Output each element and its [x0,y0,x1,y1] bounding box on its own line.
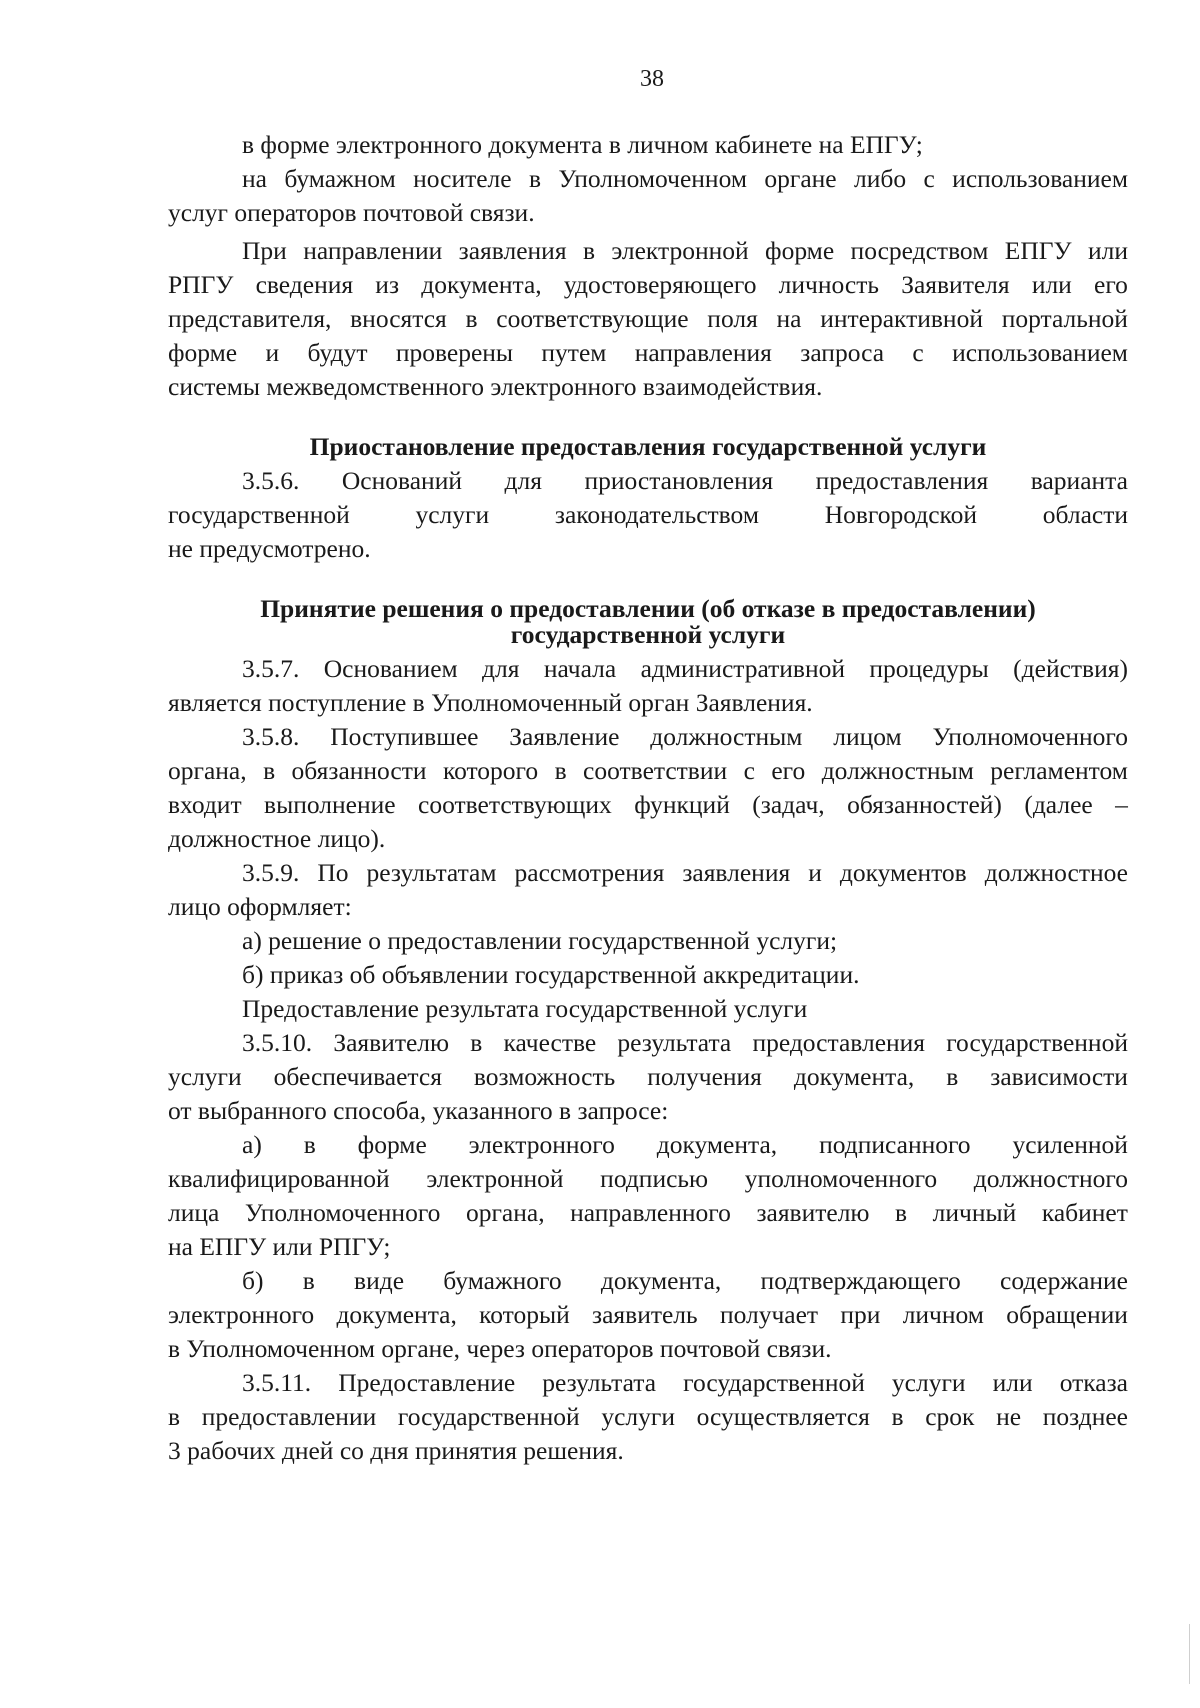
word: Основанием [323,654,458,683]
word: в [168,1402,181,1431]
word: подтверждающего [760,1266,961,1295]
word: форме [765,236,835,265]
word: документов [839,858,967,887]
word: в [465,304,478,333]
section-heading: государственной услуги [510,620,786,649]
word: органа, [168,756,247,785]
word: который [479,1300,570,1329]
word: должностное [984,858,1128,887]
word: соответствующие [496,304,689,333]
word: выполнение [264,790,396,819]
word: которого [442,756,539,785]
word: Оснований [341,466,462,495]
word: носителе [413,164,512,193]
word: для [504,466,542,495]
paragraph-line [168,1060,1128,1094]
word: его [771,756,806,785]
word: предоставлении [201,1402,377,1431]
word: Заявителя [901,270,1010,299]
word: личном [902,1300,984,1329]
word: заявления [682,858,791,887]
word: портальной [1001,304,1128,333]
word: его [1094,270,1128,299]
word: в [582,236,595,265]
word: услуги [415,500,490,529]
word: 3.5.6. [242,466,300,495]
paragraph-line [168,464,1128,498]
word: отказа [1059,1368,1128,1397]
word: удостоверяющего [563,270,757,299]
word: кабинет [1041,1198,1128,1227]
word: государственной [397,1402,580,1431]
word: предоставления [815,466,989,495]
word: будут [307,338,368,367]
scan-edge-mark [1189,1624,1190,1684]
page-number: 38 [640,66,664,92]
paragraph-line [168,788,1128,822]
word: интерактивной [820,304,983,333]
word: личный [932,1198,1017,1227]
paragraph-line: должностное лицо). [168,824,386,853]
word: направленного [570,1198,731,1227]
paragraph-line [168,1196,1128,1230]
word: в [554,756,567,785]
document-body [168,128,1128,1468]
word: Предоставление [338,1368,516,1397]
word: в [946,1062,959,1091]
word: результатам [366,858,497,887]
word: заявления [458,236,567,265]
word: РПГУ [168,270,234,299]
word: уполномоченного [744,1164,938,1193]
word: законодательством [554,500,759,529]
paragraph-line [168,336,1128,370]
word: б) [242,1266,264,1295]
list-item: а) решение о предоставлении государственной услуги; [242,926,838,955]
word: представителя, [168,304,332,333]
paragraph-line [168,1162,1128,1196]
word: личность [778,270,879,299]
paragraph-line: Предоставление результата государственной услуги [242,994,808,1023]
word: квалифицированной [168,1164,390,1193]
word: электронной [611,236,749,265]
word: из [375,270,400,299]
word: содержание [1000,1266,1128,1295]
word: сведения [255,270,354,299]
word: поля [707,304,758,333]
word: направлении [303,236,443,265]
word: форме [168,338,238,367]
word: в [263,756,276,785]
word: запроса [800,338,885,367]
paragraph-line [168,234,1128,268]
word: подписью [600,1164,709,1193]
word: функций [634,790,730,819]
word: ЕПГУ [1004,236,1072,265]
word: входит [168,790,242,819]
word: вносятся [350,304,447,333]
word: или [1031,270,1072,299]
word: направления [634,338,772,367]
word: электронной [426,1164,564,1193]
word: результата [542,1368,657,1397]
word: обеспечивается [273,1062,442,1091]
paragraph-line: на ЕПГУ или РПГУ; [168,1232,391,1261]
word: Заявление [509,722,620,751]
word: усиленной [1012,1130,1128,1159]
word: подписанного [819,1130,971,1159]
word: 3.5.11. [242,1368,312,1397]
word: документа, [421,270,542,299]
paragraph-line [168,1298,1128,1332]
word: получает [719,1300,819,1329]
word: использованием [952,164,1128,193]
word: проверены [395,338,514,367]
paragraph-line [168,1400,1128,1434]
word: качестве [503,1028,597,1057]
word: При [242,236,287,265]
word: государственной [168,500,350,529]
word: лица [168,1198,220,1227]
word: или [992,1368,1033,1397]
word: (задач, [752,790,825,819]
paragraph-line [168,268,1128,302]
paragraph-line: 3 рабочих дней со дня принятия решения. [168,1436,624,1465]
word: срок [925,1402,975,1431]
word: услуги [891,1368,966,1397]
paragraph-line: в Уполномоченном органе, через операторов почтовой связи. [168,1334,832,1363]
word: государственной [946,1028,1128,1057]
paragraph-line [168,302,1128,336]
word: (действия) [1013,654,1128,683]
word: соответствующих [418,790,612,819]
word: регламентом [990,756,1128,785]
paragraph-line [168,1026,1128,1060]
paragraph-line [168,498,1128,532]
word: предоставления [752,1028,926,1057]
paragraph-line [168,1366,1128,1400]
word: обязанностей) [847,790,1002,819]
paragraph-line [168,652,1128,686]
word: в [891,1402,904,1431]
word: электронного [168,1300,315,1329]
word: административной [640,654,846,683]
word: Уполномоченном [558,164,747,193]
word: Уполномоченного [244,1198,441,1227]
word: должностным [821,756,974,785]
paragraph-line [168,856,1128,890]
word: органе [764,164,837,193]
word: органа, [465,1198,545,1227]
word: услуги [601,1402,675,1431]
word: с [743,756,755,785]
word: электронного [468,1130,615,1159]
word: По [317,858,349,887]
word: виде [354,1266,405,1295]
word: в [303,1130,316,1159]
word: Поступившее [330,722,479,751]
word: Заявителю [333,1028,450,1057]
word: области [1042,500,1128,529]
word: Уполномоченного [932,722,1128,751]
word: получения [647,1062,762,1091]
word: обязанности [291,756,427,785]
list-item: б) приказ об объявлении государственной аккредитации. [242,960,860,989]
paragraph-line: от выбранного способа, указанного в запросе: [168,1096,669,1125]
word: бумажного [443,1266,562,1295]
word: бумажном [284,164,396,193]
word: в [528,164,542,193]
word: документа, [656,1130,778,1159]
word: (далее [1024,790,1093,819]
list-item [168,1264,1128,1298]
word: должностного [973,1164,1128,1193]
word: 3.5.7. [242,654,300,683]
word: заявитель [592,1300,698,1329]
word: государственной [683,1368,865,1397]
word: приостановления [584,466,774,495]
word: на [776,304,802,333]
word: и [265,338,280,367]
word: 3.5.10. [242,1028,313,1057]
paragraph-line: услуг операторов почтовой связи. [168,198,535,227]
word: в [302,1266,315,1295]
word: документа, [336,1300,457,1329]
paragraph-line [168,162,1128,196]
word: с [912,338,924,367]
word: обращении [1006,1300,1128,1329]
word: лицом [833,722,902,751]
paragraph-line [168,720,1128,754]
word: в [470,1028,483,1057]
word: рассмотрения [514,858,665,887]
word: при [840,1300,881,1329]
list-item [168,1128,1128,1162]
word: начала [543,654,617,683]
word: заявителю [756,1198,870,1227]
word: не [996,1402,1022,1431]
word: процедуры [869,654,989,683]
word: документа, [793,1062,915,1091]
word: услуги [168,1062,242,1091]
word: результата [617,1028,732,1057]
word: посредством [850,236,989,265]
paragraph-line: является поступление в Уполномоченный орган Заявления. [168,688,813,717]
word: в [895,1198,908,1227]
word: путем [541,338,607,367]
word: варианта [1030,466,1128,495]
word: для [482,654,520,683]
paragraph-line [168,754,1128,788]
word: с [923,164,935,193]
word: а) [242,1130,262,1159]
section-heading: Приостановление предоставления государственной услуги [309,432,987,461]
section-heading: Принятие решения о предоставлении (об отказе в предоставлении) [260,594,1036,623]
word: позднее [1042,1402,1128,1431]
word: либо [853,164,907,193]
word: использованием [952,338,1128,367]
word: зависимости [990,1062,1128,1091]
word: форме [357,1130,427,1159]
word: 3.5.8. [242,722,300,751]
paragraph-line: в форме электронного документа в личном кабинете на ЕПГУ; [242,130,923,159]
word: Новгородской [824,500,978,529]
paragraph-line: лицо оформляет: [168,892,352,921]
word: соответствии [583,756,728,785]
word: 3.5.9. [242,858,300,887]
word: осуществляется [696,1402,870,1431]
word: на [242,164,267,193]
paragraph-line: системы межведомственного электронного взаимодействия. [168,372,823,401]
word: должностным [650,722,803,751]
paragraph-line: не предусмотрено. [168,534,371,563]
word: – [1115,790,1128,819]
word: и [808,858,822,887]
word: или [1087,236,1128,265]
word: возможность [473,1062,616,1091]
word: документа, [600,1266,722,1295]
